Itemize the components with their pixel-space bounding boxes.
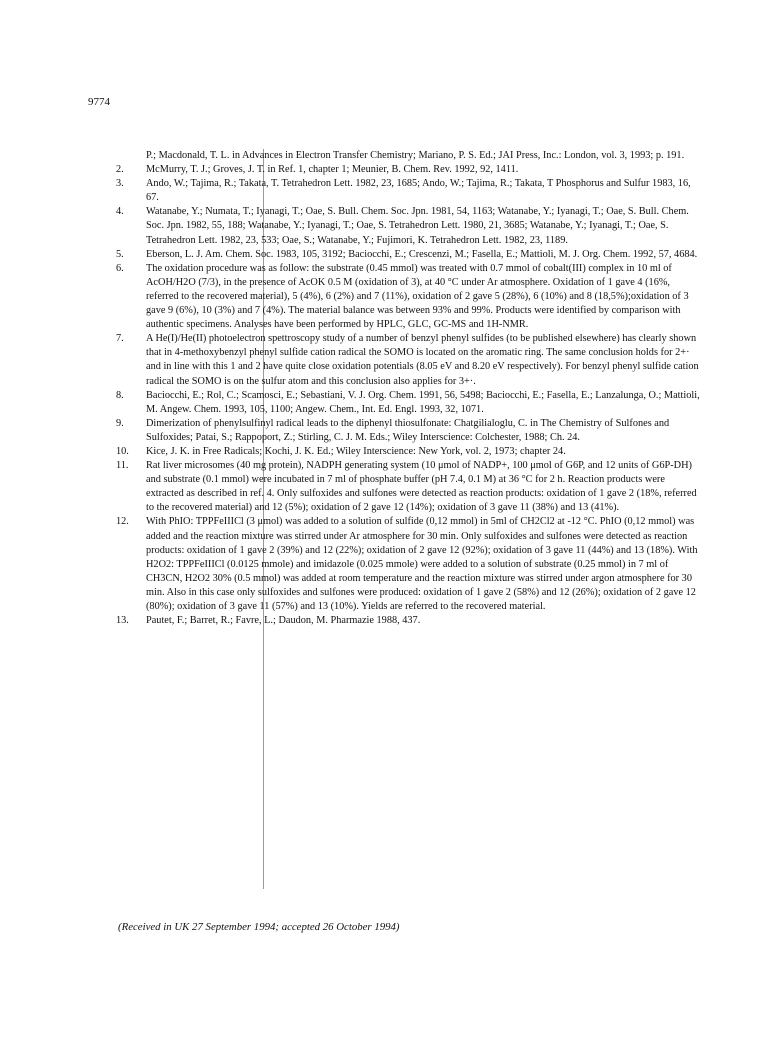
reference-number: 6.	[116, 262, 124, 274]
reference-item	[116, 163, 702, 177]
reference-text: With PhIO: TPPFeIIICl (3 μmol) was added to a solution of sulfide (0,12 mmol) in 5ml of CH2Cl2 at -12 °C. PhIO (0,12 mmol) was added and the reaction mixture was stirred under Ar atmosphere for 30 min. Only sulfoxides and sulfones were detected as reaction products: oxidation of 1 gave 2 (39%) and 12 (22%); oxidation of 2 gave 12 (92%); oxidation of 3 gave 11 (44%) and 13 (18%). With H2O2: TPPFeIIICl (0.0125 mmole) and imidazole (0.025 mmole) were added to a solution of substrate (0.25 mmol) in 7 ml of CH3CN, H2O2 30% (0.5 mmol) was added at room temperature and the reaction mixture was stirred under argon atmosphere for 30 min. Also in this case only sulfoxides and sulfones were produced: oxidation of 1 gave 2 (58%) and 12 (26%); oxidation of 2 gave 12 (80%); oxidation of 3 gave 11 (57%) and 13 (10%). Yields are referred to the recovered material.	[146, 516, 698, 612]
reference-number: 10.	[116, 445, 129, 457]
reference-item	[116, 262, 702, 332]
reference-number: 2.	[116, 164, 124, 176]
reference-number: 8.	[116, 389, 124, 401]
reference-item	[116, 248, 702, 262]
reference-text: Kice, J. K. in Free Radicals; Kochi, J. K. Ed.; Wiley Interscience: New York, vol. 2, 1973; chapter 24.	[146, 445, 566, 457]
reference-text: Pautet, F.; Barret, R.; Favre, L.; Daudon, M. Pharmazie 1988, 437.	[146, 615, 421, 627]
reference-text: P.; Macdonald, T. L. in Advances in Electron Transfer Chemistry; Mariano, P. S. Ed.; JAI Press, Inc.: London, vol. 3, 1993; p. 191.	[146, 150, 685, 161]
reference-item	[116, 515, 702, 614]
reference-number: 3.	[116, 178, 124, 190]
reference-item	[116, 177, 702, 205]
reference-text: Watanabe, Y.; Numata, T.; Iyanagi, T.; Oae, S. Bull. Chem. Soc. Jpn. 1981, 54, 1163; Watanabe, Y.; Iyanagi, T.; Oae, S. Bull. Chem. Soc. Jpn. 1982, 55, 188; Watanabe, Y.; Iyanagi, T.; Oae, S. Tetrahedron Lett. 1980, 21, 3685; Watanabe, Y.; Iyanagi, T.; Oae, S. Tetrahedron Lett. 1982, 23, 533; Oae, S.; Watanabe, Y.; Fujimori, K. Tetrahedron Lett. 1982, 23, 1189.	[146, 206, 689, 246]
reference-item	[116, 332, 702, 388]
reference-text: Dimerization of phenylsulfinyl radical leads to the diphenyl thiosulfonate: Chatgilialoglu, C. in The Chemistry of Sulfones and Sulfoxides; Patai, S.; Rappoport, Z.; Stirling, C. J. M. Eds.; Wiley Interscience: Colchester, 1988; Ch. 24.	[146, 417, 670, 443]
reference-number: 12.	[116, 516, 129, 528]
reference-text: A He(I)/He(II) photoelectron spettroscopy study of a number of benzyl phenyl sulfides (to be published elsewhere) has clearly shown that in 4-methoxybenzyl phenyl sulfide cation radical the SOMO is located on the aromatic ring. The same conclusion holds for 2+· and in line with this 1 and 2 have quite close oxidation potentials (8.05 eV and 8.20 eV respectively). For benzyl phenyl sulfide cation radical the SOMO is on the sulfur atom and this conclusion also applies for 3+·.	[146, 333, 699, 387]
reference-text: Ando, W.; Tajima, R.; Takata, T. Tetrahedron Lett. 1982, 23, 1685; Ando, W.; Tajima, R.; Takata, T Phosphorus and Sulfur 1983, 16, 67.	[146, 178, 691, 204]
reference-text: Baciocchi, E.; Rol, C.; Scamosci, E.; Sebastiani, V. J. Org. Chem. 1991, 56, 5498; Baciocchi, E.; Fasella, E.; Lanzalunga, O.; Mattioli, M. Angew. Chem. 1993, 105, 1100; Angew. Chem., Int. Ed. Engl. 1993, 32, 1071.	[146, 389, 700, 415]
reference-text: The oxidation procedure was as follow: the substrate (0.45 mmol) was treated with 0.7 mmol of cobalt(III) complex in 10 ml of AcOH/H2O (7/3), in the presence of AcOK 0.5 M (oxidation of 3), at 40 °C under Ar atmosphere. Oxidation of 1 gave 4 (16%, referred to the recovered material), 5 (4%), 6 (2%) and 7 (11%), oxidation of 2 gave 5 (28%), 6 (10%) and 8 (18,5%);oxidation of 3 gave 9 (6%), 10 (3%) and 7 (4%). The material balance was between 93% and 99%. Products were identified by comparison with authentic specimens. Analyses have been performed by HPLC, GLC, GC-MS and 1H-NMR.	[146, 262, 689, 331]
reference-list	[116, 149, 702, 628]
reference-item	[116, 459, 702, 515]
reference-number: 7.	[116, 333, 124, 345]
reference-text: McMurry, T. J.; Groves, J. T. in Ref. 1, chapter 1; Meunier, B. Chem. Rev. 1992, 92, 1411.	[146, 164, 519, 176]
reference-text: Eberson, L. J. Am. Chem. Soc. 1983, 105, 3192; Baciocchi, E.; Crescenzi, M.; Fasella, E.; Mattioli, M. J. Org. Chem. 1992, 57, 4684.	[146, 248, 698, 260]
reference-item	[116, 149, 702, 163]
reference-item	[116, 445, 702, 459]
reference-number: 11.	[116, 460, 129, 472]
reference-number: 9.	[116, 417, 124, 429]
page-number: 9774	[88, 96, 110, 108]
reference-item	[116, 417, 702, 445]
reference-item	[116, 205, 702, 247]
reference-item	[116, 614, 702, 628]
received-accepted-note: (Received in UK 27 September 1994; accepted 26 October 1994)	[118, 921, 400, 933]
reference-text: Rat liver microsomes (40 mg protein), NADPH generating system (10 μmol of NADP+, 100 μmol of G6P, and 12 units of G6P-DH) and substrate (0.1 mmol) were incubated in 7 ml of phosphate buffer (pH 7.4, 0.1 M) at 36 °C for 2 h. Reaction products were extracted as described in ref. 4. Only sulfoxides and sulfones were detected as reaction products: oxidation of 1 gave 2 (18%, referred to the recovered material) and 12 (5%); oxidation of 2 gave 12 (14%); oxidation of 3 gave 11 (38%) and 13 (41%).	[146, 460, 697, 514]
reference-number: 5.	[116, 248, 124, 260]
reference-item	[116, 389, 702, 417]
reference-number: 13.	[116, 615, 129, 627]
reference-number: 4.	[116, 206, 124, 218]
